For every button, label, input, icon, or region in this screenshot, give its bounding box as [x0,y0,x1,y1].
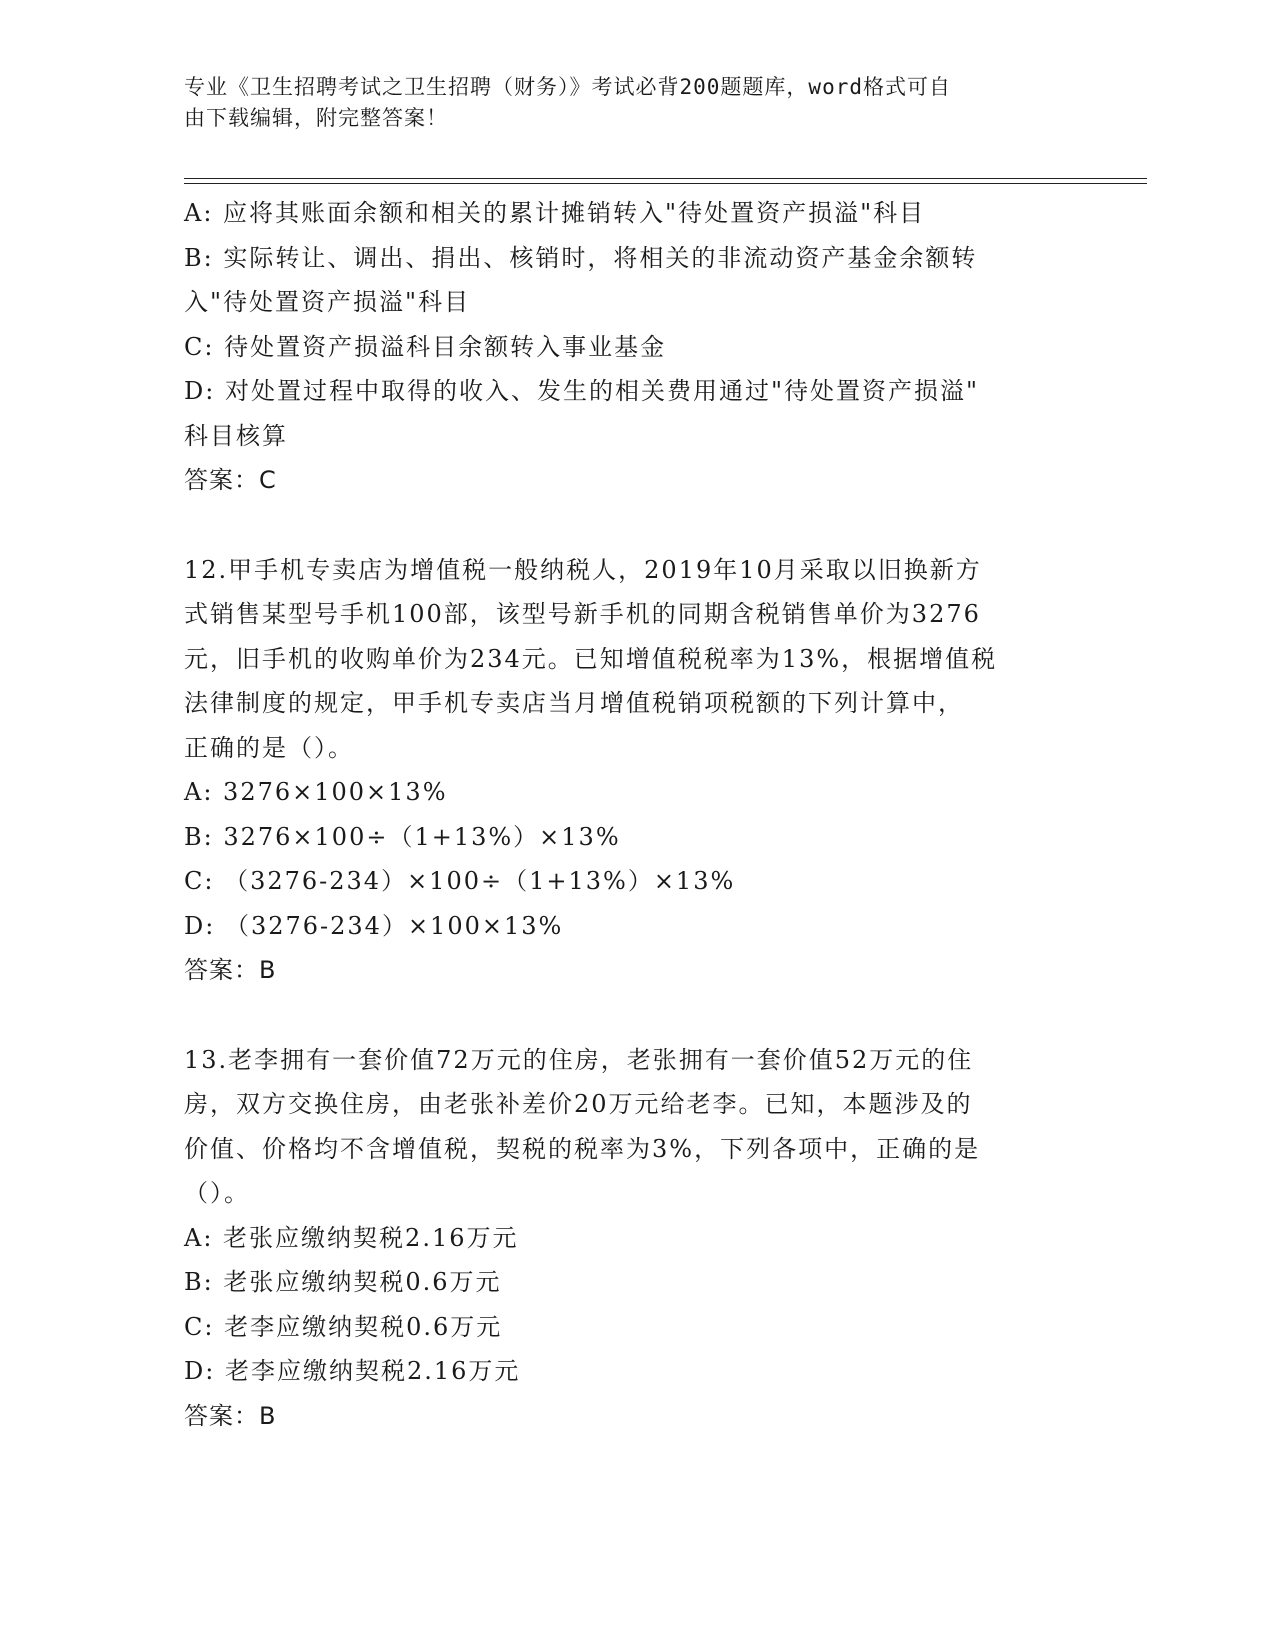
option-b: B: 老张应缴纳契税0.6万元 [184,1268,502,1296]
option-c: C: 待处置资产损溢科目余额转入事业基金 [184,332,667,361]
header-line-1: 专业《卫生招聘考试之卫生招聘（财务）》考试必背200题题库，word格式可自 [184,75,951,99]
option-d-continued: 科目核算 [184,421,288,450]
document-body [184,191,1084,1438]
option-a: A: 应将其账面余额和相关的累计摊销转入"待处置资产损溢"科目 [184,199,926,227]
question-stem-line: 法律制度的规定，甲手机专卖店当月增值税销项税额的下列计算中， [184,689,964,717]
question-stem-line: 13.老李拥有一套价值72万元的住房，老张拥有一套价值52万元的住 [184,1045,974,1074]
question-11 [184,191,1084,503]
option-b: B: 3276×100÷（1+13%）×13% [184,822,621,851]
question-stem-line: 价值、价格均不含增值税，契税的税率为3%，下列各项中，正确的是 [184,1134,981,1163]
option-c: C: （3276-234）×100÷（1+13%）×13% [184,867,736,895]
question-stem-line: 房，双方交换住房，由老张补差价20万元给老李。已知，本题涉及的 [184,1090,973,1118]
question-stem-line: 元，旧手机的收购单价为234元。已知增值税税率为13%，根据增值税 [184,644,998,673]
question-stem-line: 正确的是（）。 [184,733,354,762]
option-d: D: （3276-234）×100×13% [184,911,564,940]
header-line-2: 由下载编辑，附完整答案！ [184,106,448,130]
option-b-continued: 入"待处置资产损溢"科目 [184,288,471,316]
option-d: D: 对处置过程中取得的收入、发生的相关费用通过"待处置资产损溢" [184,377,980,405]
question-13 [184,1038,1084,1439]
option-a: A: 老张应缴纳契税2.16万元 [184,1223,519,1252]
option-c: C: 老李应缴纳契税0.6万元 [184,1312,503,1341]
question-stem-line: 12.甲手机专卖店为增值税一般纳税人，2019年10月采取以旧换新方 [184,555,982,584]
answer: 答案：B [184,956,277,984]
question-stem-line: （）。 [184,1179,250,1207]
answer: 答案：B [184,1401,277,1430]
option-d: D: 老李应缴纳契税2.16万元 [184,1357,521,1385]
header-divider-bottom [184,183,1147,184]
option-a: A: 3276×100×13% [184,778,448,806]
header-divider-top [184,178,1147,179]
answer: 答案：C [184,466,277,494]
question-stem-line: 式销售某型号手机100部，该型号新手机的同期含税销售单价为3276 [184,600,981,628]
document-header [184,72,1064,134]
spacer [184,503,1084,548]
question-12 [184,548,1084,993]
spacer [184,993,1084,1038]
option-b: B: 实际转让、调出、捐出、核销时，将相关的非流动资产基金余额转 [184,243,978,272]
